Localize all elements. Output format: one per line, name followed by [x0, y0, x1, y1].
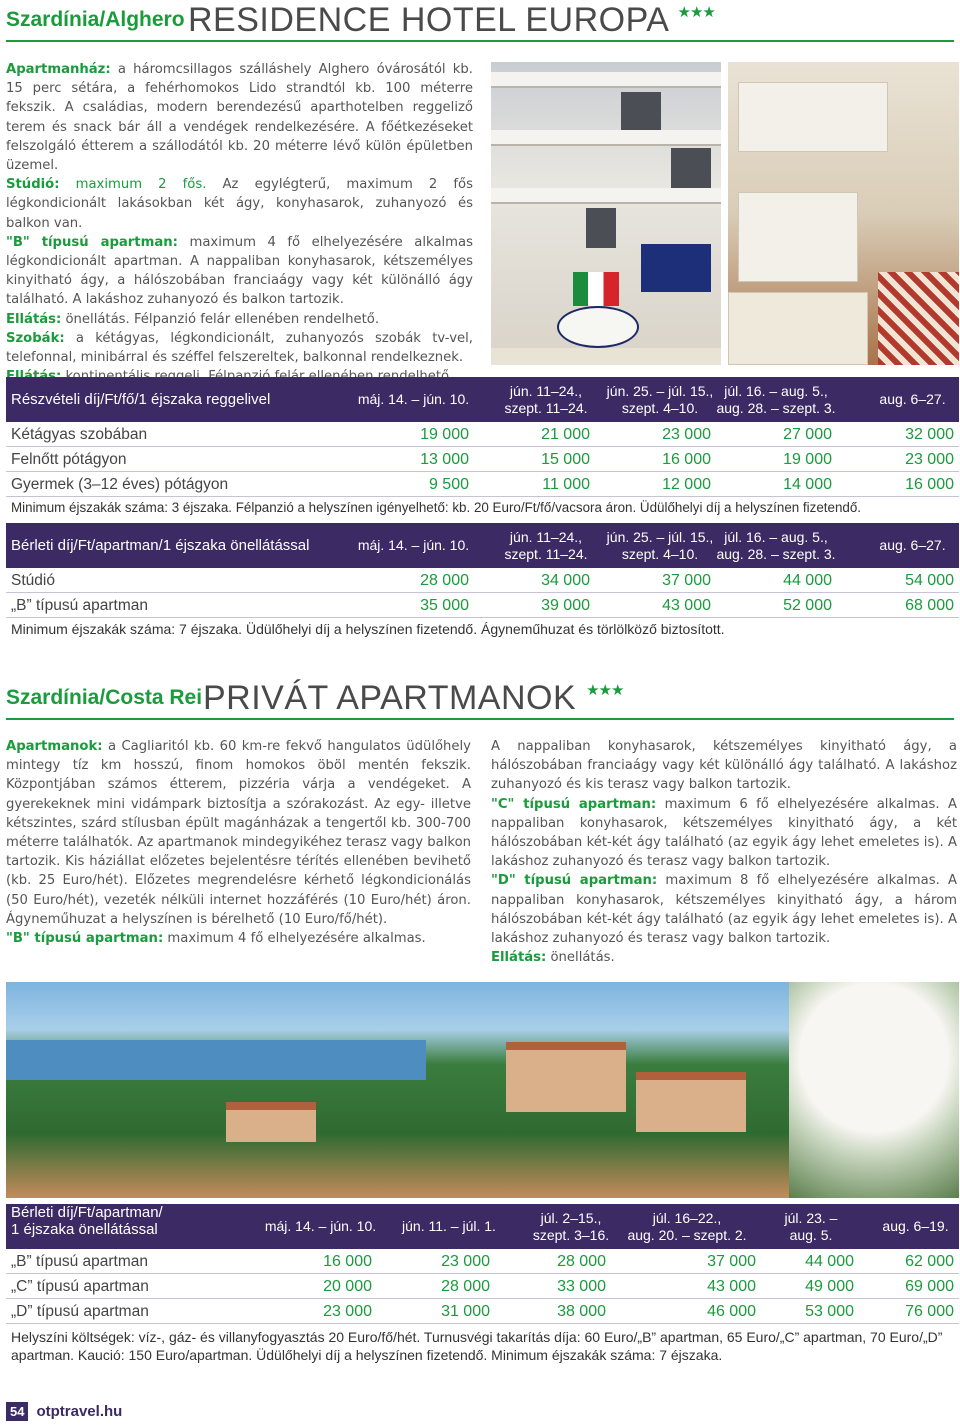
col-header: máj. 14. – jún. 10. — [357, 537, 470, 553]
table-row: Felnőtt pótágyon 13 000 15 000 16 000 19 000 23 000 — [6, 447, 959, 472]
col-header: máj. 14. – jún. 10. — [357, 391, 470, 407]
section-header-costa-rei — [6, 680, 954, 720]
page-footer — [6, 1400, 122, 1422]
table-note: Helyszíni költségek: víz-, gáz- és villanyfogyasztás 20 Euro/fő/hét. Turnusvégi takarítás díja: 60 Euro/„B” apartman, 65 Euro/„C” apartman, 70 Euro/„D” apartman. Kaució: 150 Euro/apartman. Üdülőhelyi díj a helyszínen fizetendő. Minimum éjszakák száma: 7 éjszaka. — [11, 1329, 943, 1363]
table-row: Stúdió 28 000 34 000 37 000 44 000 54 000 — [6, 568, 959, 593]
table-header: Bérleti díj/Ft/apartman/1 éjszaka önellátással máj. 14. – jún. 10. jún. 11–24., szept. 11–24. jún. 25. – júl. 15., szept. 4–10. júl. 16. – aug. 5., aug. 28. – szept. 3. aug. 6–27. — [6, 523, 959, 568]
resort-landscape-photo — [6, 982, 959, 1198]
apartments-description-left: Apartmanok: a Cagliaritól kb. 60 km-re fekvő hangulatos üdülőhely mintegy tíz km hosszú, finom homokos öböl mentén fekszik. Központjában számos étterem, pizzéria várja a vendégeket. A gyerekeknek mini vidámpark biztosítja a szórakozást. Az egy- illetve kétszintes, szárd stílusban épült magánházak a tengertől kb. 300-700 méterre találhatók. Az apartmanok mindegyikéhez terasz vagy balkon tartozik. Kis háziállat előzetes bejelentésre térítés ellenében bevihető (kb. 25 Euro/hét). Előzetes megrendelésre kérhető légkondicionálás (50 Euro/hét), vezeték nélküli internet hozzáférés (10 Euro/hét) áron. Ágyneműhuzat a helyszínen is bérelhető (10 Euro/fő/hét). "B" típusú apartman: maximum 4 fő elhelyezésére alkalmas. — [6, 739, 471, 947]
col-header: jún. 11. – júl. 1. — [402, 1218, 496, 1234]
price-table-alghero-apartments — [6, 523, 959, 640]
table-note: Minimum éjszakák száma: 7 éjszaka. Üdülőhelyi díj a helyszínen fizetendő. Ágyneműhuzat és törlölköző biztosított. — [11, 621, 725, 637]
table-row: „B” típusú apartman 35 000 39 000 43 000 52 000 68 000 — [6, 593, 959, 618]
col-header: júl. 23. – aug. 5. — [784, 1209, 838, 1243]
col-header: júl. 16. – aug. 5., aug. 28. – szept. 3. — [716, 528, 836, 562]
table-header: Bérleti díj/Ft/apartman/ 1 éjszaka önellátással máj. 14. – jún. 10. jún. 11. – júl. 1. júl. 2–15., szept. 3–16. júl. 16–22., aug. 20. – szept. 2. júl. 23. – aug. 5. aug. 6–19. — [6, 1204, 959, 1249]
col-header: jún. 11–24., szept. 11–24. — [504, 528, 588, 562]
col-header: máj. 14. – jún. 10. — [264, 1218, 377, 1234]
col-header: júl. 16–22., aug. 20. – szept. 2. — [627, 1209, 747, 1243]
table-header: Részvételi díj/Ft/fő/1 éjszaka reggelivel máj. 14. – jún. 10. jún. 11–24., szept. 11–24. jún. 25. – júl. 15., szept. 4–10. júl. 16. – aug. 5., aug. 28. – szept. 3. aug. 6–27. — [6, 377, 959, 422]
hotel-description: Apartmanház: a háromcsillagos szálláshely Alghero óvárosától kb. 15 perc sétára, a fehérhomokos Lido strandtól kb. 100 méterre fekszik. A családias, modern berendezésű aparthotelben reggeliző terem és snack bár áll a vendégek rendelkezésére. A főétkezéseket felszolgáló étterem a szállodától kb. 20 méterre lévő külön épületben üzemel. Stúdió: maximum 2 fős. Az egylégterű, maximum 2 fős légkondicionált lakásokban két ágy, konyhasarok, zuhanyozó és balkon van. "B" típusú apartman: maximum 4 fő elhelyezésére alkalmas légkondicionált apartman. A nappaliban konyhasarok, kétszemélyes kinyitható ágy, a hálószobában franciaágy vagy két különálló ágy található. A lakáshoz zuhanyozó és balkon tartozik. Ellátás: önellátás. Félpanzió felár ellenében rendelhető. Szobák: a kétágyas, légkondicionált, zuhanyozós szobák tv-vel, telefonnal, minibárral és széffel felszereltek, balkonnal rendelkeznek. — [6, 62, 473, 366]
table-row: „D” típusú apartman 23 000 31 000 38 000 46 000 53 000 76 000 — [6, 1299, 959, 1324]
stars-icon: ★★★ — [586, 682, 624, 699]
price-table-costa-rei — [6, 1204, 959, 1364]
hotel-title: PRIVÁT APARTMANOK ★★★ — [203, 679, 624, 717]
hotel-facade-photo — [491, 62, 721, 365]
table-note: Minimum éjszakák száma: 3 éjszaka. Félpanzió a helyszínen igényelhető: kb. 20 Euro/Ft/fő/vacsora áron. Üdülőhelyi díj a helyszínen fizetendő. — [11, 500, 862, 515]
section-header-alghero — [6, 2, 954, 42]
col-header: júl. 2–15., szept. 3–16. — [532, 1209, 610, 1243]
col-header: aug. 6–27. — [879, 391, 946, 407]
location-title: Szardínia/Alghero — [6, 8, 185, 31]
apartments-description-right: A nappaliban konyhasarok, kétszemélyes kinyitható ágy, a hálószobában franciaágy vagy két különálló ágy található. A lakáshoz zuhanyozó és kis terasz vagy balkon tartozik. "C" típusú apartman: maximum 6 fő elhelyezésére alkalmas. A nappaliban konyhasarok, kétszemélyes kinyitható ágy, a két hálószobában két-két ágy található (az egyik ágy lehet emeletes is). A lakáshoz zuhanyozó és terasz vagy balkon tartozik. "D" típusú apartman: maximum 8 fő elhelyezésére alkalmas. A nappaliban konyhasarok, kétszemélyes kinyitható ágy, a három hálószobában két-két ágy található (az egyik ágy lehet emeletes is). A lakáshoz zuhanyozó és terasz vagy balkon tartozik. Ellátás: önellátás. — [491, 739, 957, 966]
site-link[interactable]: otptravel.hu — [36, 1402, 123, 1420]
kitchen-photo — [728, 62, 959, 365]
col-header: aug. 6–19. — [882, 1218, 949, 1234]
table-row: „B” típusú apartman 16 000 23 000 28 000 37 000 44 000 62 000 — [6, 1249, 959, 1274]
col-header: jún. 25. – júl. 15., szept. 4–10. — [606, 382, 714, 416]
col-header: jún. 25. – júl. 15., szept. 4–10. — [606, 528, 714, 562]
price-table-alghero-rooms — [6, 377, 959, 519]
col-header: aug. 6–27. — [879, 537, 946, 553]
page-number: 54 — [6, 1402, 28, 1421]
col-header: júl. 16. – aug. 5., aug. 28. – szept. 3. — [716, 382, 836, 416]
hotel-title: RESIDENCE HOTEL EUROPA ★★★ — [188, 1, 715, 39]
stars-icon: ★★★ — [677, 4, 715, 21]
table-row: Gyermek (3–12 éves) pótágyon 9 500 11 000 12 000 14 000 16 000 — [6, 472, 959, 497]
table-row: Kétágyas szobában 19 000 21 000 23 000 27 000 32 000 — [6, 422, 959, 447]
table-row: „C” típusú apartman 20 000 28 000 33 000 43 000 49 000 69 000 — [6, 1274, 959, 1299]
location-title: Szardínia/Costa Rei — [6, 686, 203, 709]
col-header: jún. 11–24., szept. 11–24. — [504, 382, 588, 416]
